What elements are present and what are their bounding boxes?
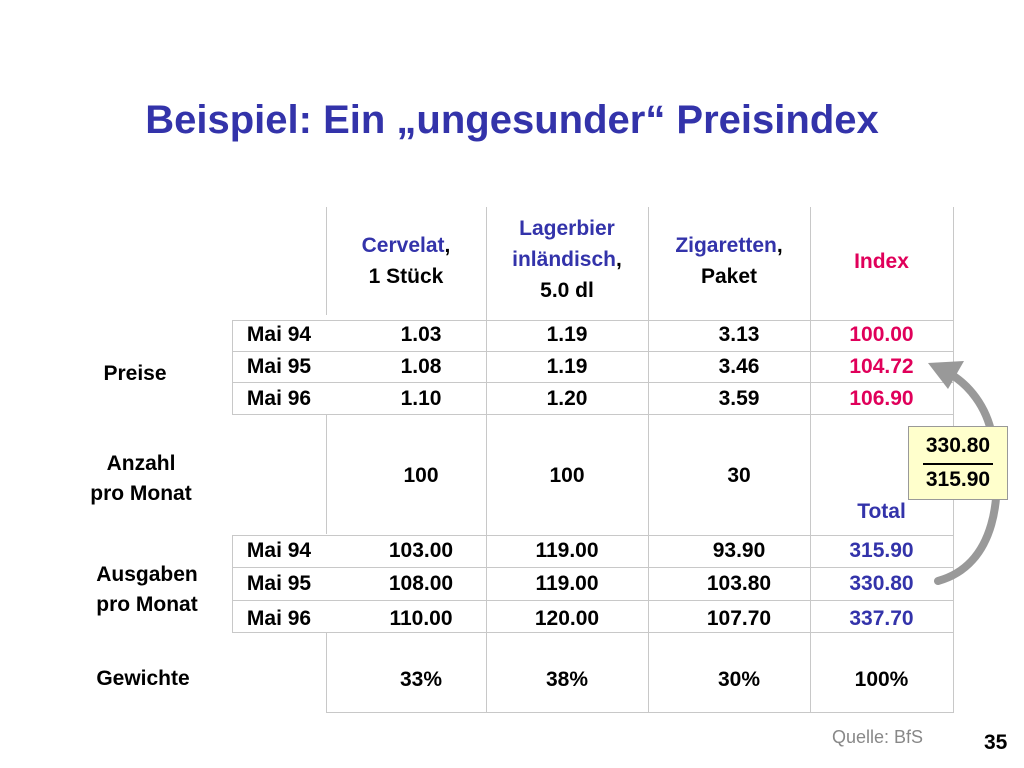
anzahl-cervelat: 100 xyxy=(403,464,439,487)
preise-date: Mai 94 xyxy=(246,323,312,346)
label-anzahl-line2: pro Monat xyxy=(90,482,192,505)
header-cervelat xyxy=(326,230,486,292)
preise-zigaretten: 3.59 xyxy=(718,387,760,410)
label-ausgaben-line1: Ausgaben xyxy=(96,563,198,586)
header-zigaretten xyxy=(648,230,810,292)
header-zigaretten-unit: Paket xyxy=(700,265,758,288)
ausgaben-bier: 120.00 xyxy=(534,607,600,630)
header-bier-unit: 5.0 dl xyxy=(540,279,594,302)
label-anzahl xyxy=(66,449,216,509)
ratio-denominator: 315.90 xyxy=(925,468,991,491)
header-cervelat-sep: , xyxy=(444,234,451,257)
label-gewichte: Gewichte xyxy=(96,667,190,690)
ausgaben-total: 315.90 xyxy=(849,539,914,562)
label-preise: Preise xyxy=(103,362,167,385)
ausgaben-date: Mai 94 xyxy=(246,539,312,562)
ausgaben-zigaretten: 107.70 xyxy=(706,607,772,630)
preise-index: 100.00 xyxy=(849,323,914,346)
header-cervelat-unit: 1 Stück xyxy=(368,265,444,288)
anzahl-bier: 100 xyxy=(549,464,585,487)
ausgaben-bier: 119.00 xyxy=(535,539,599,562)
header-bier-sep: , xyxy=(616,248,622,271)
label-ausgaben-line2: pro Monat xyxy=(96,593,198,616)
gewichte-zigaretten: 30% xyxy=(717,668,761,691)
gewichte-total: 100% xyxy=(854,668,909,691)
anzahl-zigaretten: 30 xyxy=(727,464,751,487)
ratio-numerator: 330.80 xyxy=(925,434,991,457)
preise-cervelat: 1.08 xyxy=(400,355,442,378)
ausgaben-total: 337.70 xyxy=(849,607,914,630)
preise-cervelat: 1.03 xyxy=(400,323,442,346)
gewichte-bier: 38% xyxy=(545,668,589,691)
gewichte-cervelat: 33% xyxy=(399,668,443,691)
header-zigaretten-name: Zigaretten xyxy=(675,234,777,257)
ausgaben-zigaretten: 93.90 xyxy=(712,539,766,562)
ausgaben-cervelat: 110.00 xyxy=(389,607,453,630)
header-bier-line1: Lagerbier xyxy=(519,217,615,240)
label-ausgaben xyxy=(72,560,222,620)
ausgaben-zigaretten: 103.80 xyxy=(706,572,772,595)
page-number: 35 xyxy=(984,731,1008,754)
header-bier-name: inländisch xyxy=(512,248,616,271)
header-bier xyxy=(486,213,648,306)
ausgaben-bier: 119.00 xyxy=(535,572,599,595)
ausgaben-cervelat: 103.00 xyxy=(388,539,454,562)
preise-zigaretten: 3.46 xyxy=(718,355,760,378)
header-index: Index xyxy=(854,250,909,273)
total-label: Total xyxy=(857,500,906,523)
preise-index: 104.72 xyxy=(849,355,914,378)
label-anzahl-line1: Anzahl xyxy=(106,452,176,475)
source-label: Quelle: BfS xyxy=(832,727,924,747)
header-zigaretten-sep: , xyxy=(776,234,783,257)
ausgaben-cervelat: 108.00 xyxy=(388,572,454,595)
preise-index: 106.90 xyxy=(849,387,914,410)
page-title: Beispiel: Ein „ungesunder“ Preisindex xyxy=(145,98,879,142)
preise-date: Mai 96 xyxy=(246,387,312,410)
ausgaben-total: 330.80 xyxy=(849,572,914,595)
preise-cervelat: 1.10 xyxy=(400,387,442,410)
ausgaben-date: Mai 95 xyxy=(246,572,312,595)
preise-bier: 1.20 xyxy=(546,387,588,410)
ausgaben-date: Mai 96 xyxy=(246,607,312,630)
ratio-box xyxy=(908,426,1008,500)
preise-zigaretten: 3.13 xyxy=(718,323,760,346)
preise-bier: 1.19 xyxy=(546,355,588,378)
preise-bier: 1.19 xyxy=(546,323,588,346)
preise-date: Mai 95 xyxy=(246,355,312,378)
header-cervelat-name: Cervelat xyxy=(361,234,445,257)
